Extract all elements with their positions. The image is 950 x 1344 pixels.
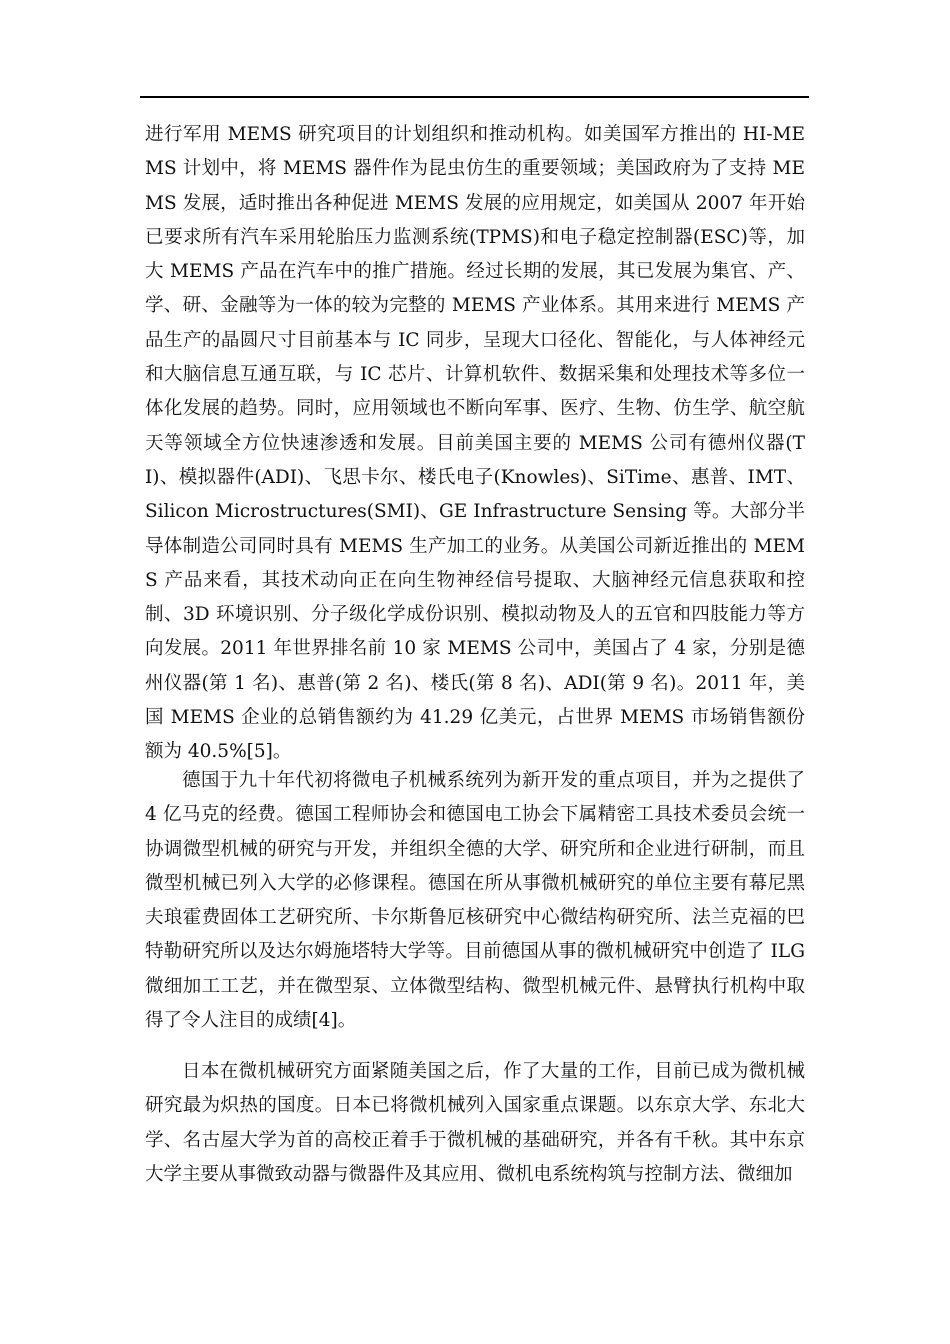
header-rule (140, 96, 809, 98)
paragraph-japan-mems: 日本在微机械研究方面紧随美国之后，作了大量的工作，目前已成为微机械研究最为炽热的国度。日本已将微机械列入国家重点课题。以东京大学、东北大学、名古屋大学为首的高校正着手于微机械的基础研究，并各有千秋。其中东京大学主要从事微致动器与微器件及其应用、微机电系统构筑与控制方法、微细加 (145, 1061, 805, 1185)
paragraph-us-mems: 进行军用 MEMS 研究项目的计划组织和推动机构。如美国军方推出的 HI-MEMS 计划中，将 MEMS 器件作为昆虫仿生的重要领域；美国政府为了支持 MEMS 发展，适时推出各种促进 MEMS 发展的应用规定，如美国从 2007 年开始已要求所有汽车采用轮胎压力监测系统(TPMS)和电子稳定控制器(ESC)等，加大 MEMS 产品在汽车中的推广措施。经过长期的发展，其已发展为集官、产、学、研、金融等为一体的较为完整的 MEMS 产业体系。其用来进行 MEMS 产品生产的晶圆尺寸目前基本与 IC 同步，呈现大口径化、智能化，与人体神经元和大脑信息互通互联，与 IC 芯片、计算机软件、数据采集和处理技术等多位一体化发展的趋势。同时，应用领域也不断向军事、医疗、生物、仿生学、航空航天等领域全方位快速渗透和发展。目前美国主要的 MEMS 公司有德州仪器(TI)、模拟器件(ADI)、飞思卡尔、楼氏电子(Knowles)、SiTime、惠普、IMT、Silicon Microstructures(SMI)、GE Infrastructure Sensing 等。大部分半导体制造公司同时具有 MEMS 生产加工的业务。从美国公司新近推出的 MEMS 产品来看，其技术动向正在向生物神经信号提取、大脑神经元信息获取和控制、3D 环境识别、分子级化学成份识别、模拟动物及人的五官和四肢能力等方向发展。2011 年世界排名前 10 家 MEMS 公司中，美国占了 4 家，分别是德州仪器(第 1 名)、惠普(第 2 名)、楼氏(第 8 名)、ADI(第 9 名)。2011 年，美国 MEMS 企业的总销售额约为 41.29 亿美元，占世界 MEMS 市场销售额份额为 40.5%[5]。 (145, 124, 805, 763)
paragraph-germany-mems: 德国于九十年代初将微电子机械系统列为新开发的重点项目，并为之提供了 4 亿马克的经费。德国工程师协会和德国电工协会下属精密工具技术委员会统一协调微型机械的研究与开发，并组织全德的大学、研究所和企业进行研制，而且微型机械已列入大学的必修课程。德国在所从事微机械研究的单位主要有幕尼黑夫琅霍费固体工艺研究所、卡尔斯鲁厄核研究中心微结构研究所、法兰克福的巴特勒研究所以及达尔姆施塔特大学等。目前德国从事的微机械研究中创造了 ILG 微细加工工艺，并在微型泵、立体微型结构、微型机械元件、悬臂执行机构中取得了令人注目的成绩[4]。 (145, 770, 805, 1032)
